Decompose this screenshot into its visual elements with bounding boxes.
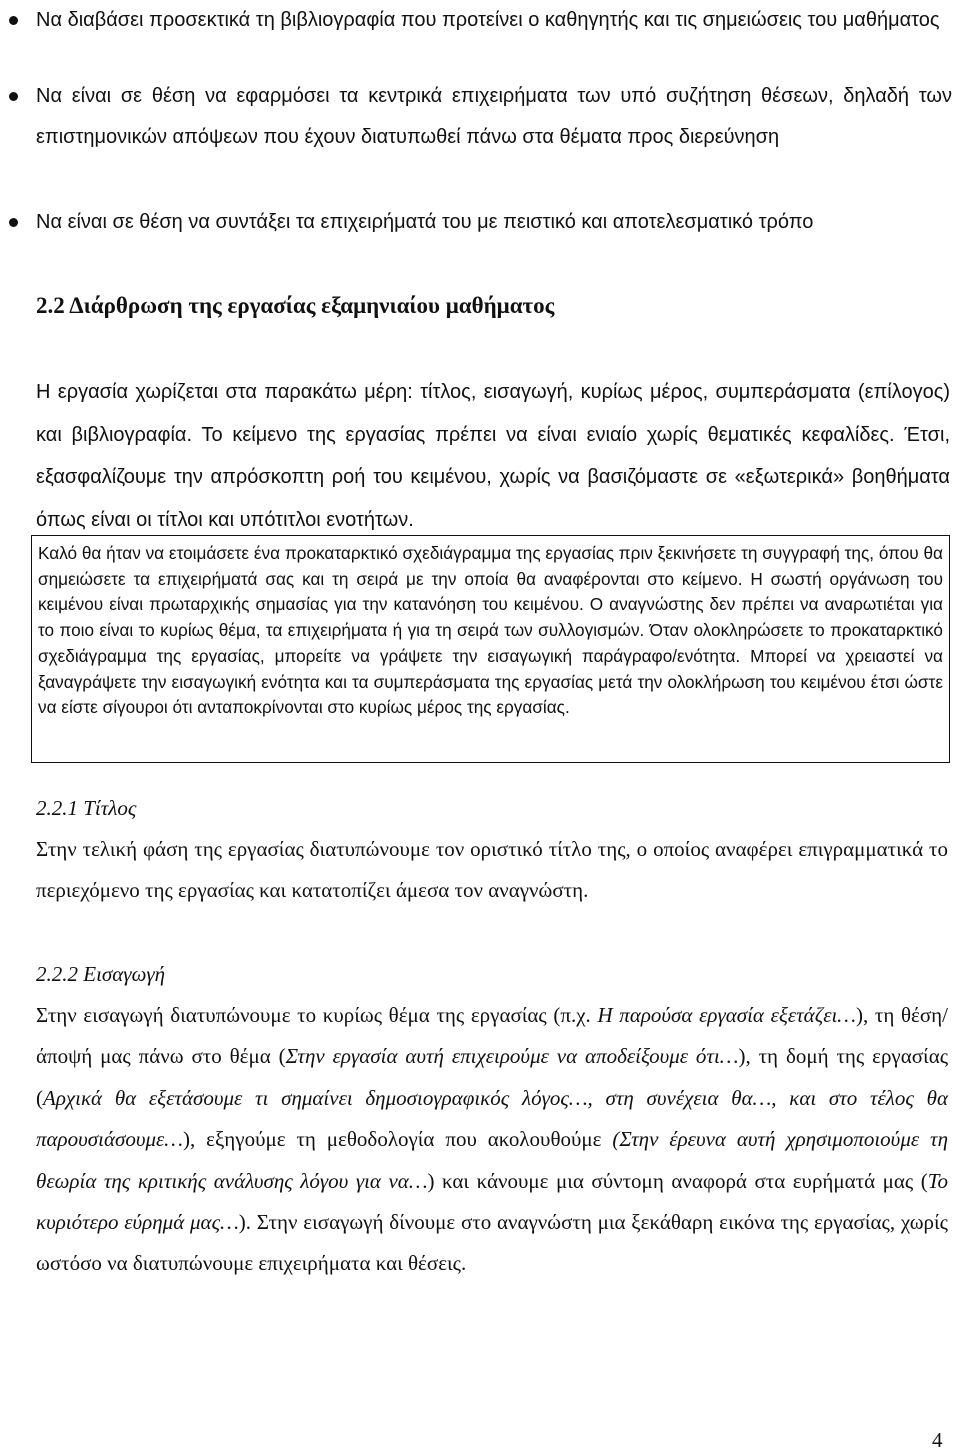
intro-text: ). Στην εισαγωγή δίνουμε στο αναγνώστη μια ξεκάθαρη εικόνα της εργασίας, χωρίς ωστόσο να διατυπώνουμε επιχειρήματα και θέσεις.	[36, 1210, 948, 1276]
bullet-icon	[9, 218, 18, 227]
list-item-text: Να είναι σε θέση να εφαρμόσει τα κεντρικά επιχειρήματα των υπό συζήτηση θέσεων, δηλαδή των επιστημονικών απόψεων που έχουν διατυπωθεί πάνω στα θέματα προς διερεύνηση	[36, 85, 952, 148]
boxed-note	[31, 535, 950, 763]
bullet-icon	[9, 16, 18, 25]
list-item	[36, 202, 952, 243]
list-item-text: Να διαβάσει προσεκτικά τη βιβλιογραφία που προτείνει ο καθηγητής και τις σημειώσεις του μαθήματος	[36, 9, 940, 31]
intro-text: Στην εισαγωγή διατυπώνουμε το κυρίως θέμα της εργασίας (π.χ.	[36, 1003, 598, 1027]
intro-example: Αρχικά θα εξετάσουμε τι σημαίνει δημοσιογραφικός λόγος…, στη συνέχεια θα…, και στο τέλος θα παρουσιάσουμε…	[36, 1085, 948, 1152]
intro-text: ), τη δομή της εργασίας (	[36, 1044, 949, 1110]
intro-text: ), τη θέση/άποψή μας πάνω στο θέμα (	[36, 1003, 948, 1069]
intro-example: Το κυριότερο εύρημά μας…	[36, 1168, 948, 1235]
list-item	[36, 0, 952, 41]
page-number: 4	[932, 1428, 943, 1452]
intro-example: Στην εργασία αυτή επιχειρούμε να αποδείξουμε ότι…	[285, 1044, 739, 1069]
list-item	[36, 76, 952, 158]
intro-paragraph	[36, 995, 948, 1285]
structure-paragraph: Η εργασία χωρίζεται στα παρακάτω μέρη: τίτλος, εισαγωγή, κυρίως μέρος, συμπεράσματα (επίλογος) και βιβλιογραφία. Το κείμενο της εργασίας πρέπει να είναι ενιαίο χωρίς θεματικές κεφαλίδες. Έτσι, εξασφαλίζουμε την απρόσκοπτη ροή του κειμένου, χωρίς να βασιζόμαστε σε «εξωτερικά» βοηθήματα όπως είναι οι τίτλοι και υπότιτλοι ενοτήτων.	[36, 381, 950, 531]
title-paragraph: Στην τελική φάση της εργασίας διατυπώνουμε τον οριστικό τίτλο της, ο οποίος αναφέρει επιγραμματικά το περιεχόμενο της εργασίας και κατατοπίζει άμεσα τον αναγνώστη.	[36, 837, 948, 903]
intro-example: (Στην έρευνα αυτή χρησιμοποιούμε τη θεωρία της κριτικής ανάλυσης λόγου για να…	[36, 1127, 948, 1193]
intro-text: ) και κάνουμε μια σύντομη αναφορά στα ευρήματά μας (	[427, 1168, 928, 1193]
list-item-text: Να είναι σε θέση να συντάξει τα επιχειρήματά του με πειστικό και αποτελεσματικό τρόπο	[36, 211, 814, 233]
intro-text: ), εξηγούμε τη μεθοδολογία που ακολουθούμε	[182, 1127, 613, 1152]
intro-subheading: 2.2.2 Εισαγωγή	[36, 962, 166, 986]
title-subheading: 2.2.1 Τίτλος	[36, 796, 137, 820]
section-heading: 2.2 Διάρθρωση της εργασίας εξαμηνιαίου μαθήματος	[36, 293, 555, 318]
boxed-note-text: Καλό θα ήταν να ετοιμάσετε ένα προκαταρκτικό σχεδιάγραμμα της εργασίας πριν ξεκινήσετε τη συγγραφή της, όπου θα σημειώσετε τα επιχειρήματά σας και τη σειρά με την οποία θα αναφέρονται στο κείμενο. Η σωστή οργάνωση του κειμένου είναι πρωταρχικής σημασίας για την κατανόηση του κειμένου. Ο αναγνώστης δεν πρέπει να αναρωτιέται για το ποιο είναι το κυρίως θέμα, τα επιχειρήματα ή για τη σειρά των συλλογισμών. Όταν ολοκληρώσετε το προκαταρκτικό σχεδιάγραμμα της εργασίας, μπορείτε να γράψετε την εισαγωγική παράγραφο/ενότητα. Μπορεί να χρειαστεί να ξαναγράψετε την εισαγωγική ενότητα και τα συμπεράσματα της εργασίας μετά την ολοκλήρωση του κειμένου έτσι ώστε να είστε σίγουροι ότι ανταποκρίνονται στο κυρίως μέρος της εργασίας.	[38, 543, 943, 718]
bullet-icon	[9, 92, 18, 101]
intro-example: Η παρούσα εργασία εξετάζει…	[597, 1003, 856, 1027]
